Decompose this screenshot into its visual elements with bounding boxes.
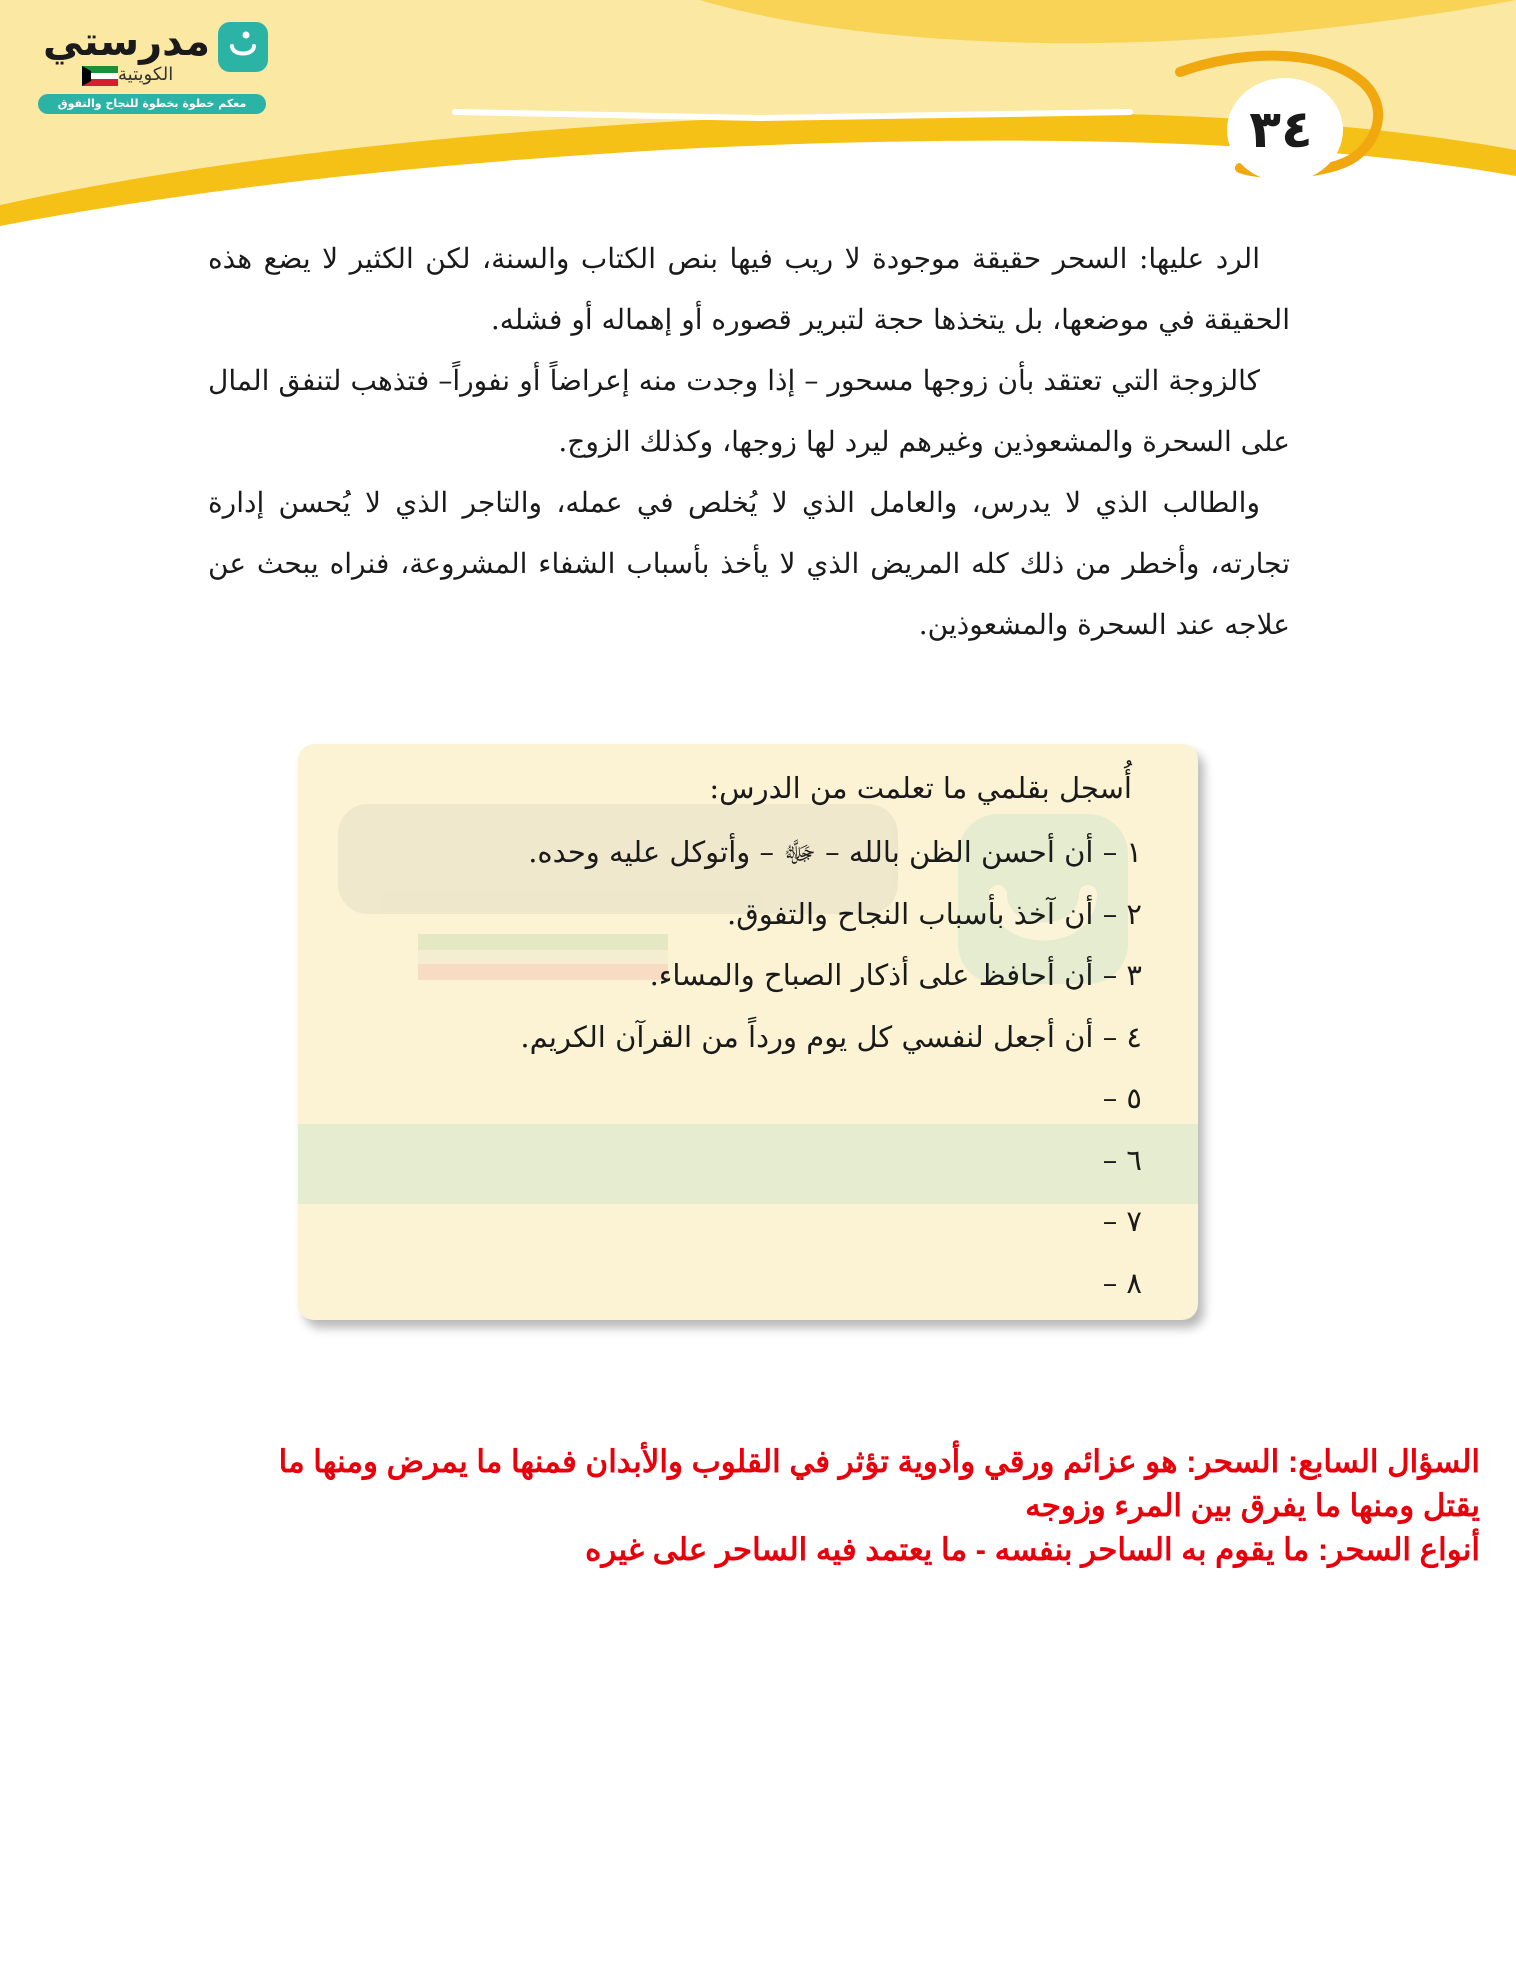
list-item: ٤ – أن أجعل لنفسي كل يوم ورداً من القرآن الكريم.: [520, 1019, 1142, 1054]
list-item: ٥ –: [1102, 1081, 1142, 1115]
paragraph: الرد عليها: السحر حقيقة موجودة لا ريب فيها بنص الكتاب والسنة، لكن الكثير لا يضع هذه الحقيقة في موضعها، بل يتخذها حجة لتبرير قصوره أو إهماله أو فشله.: [208, 242, 1290, 336]
record-box-title: أُسجل بقلمي ما تعلمت من الدرس:: [709, 771, 1132, 805]
answer-line: أنواع السحر: ما يقوم به الساحر بنفسه - ما يعتمد فيه الساحر على غيره: [585, 1532, 1480, 1567]
answer-line: يقتل ومنها ما يفرق بين المرء وزوجه: [1025, 1488, 1480, 1523]
list-item: ٣ – أن أحافظ على أذكار الصباح والمساء.: [649, 958, 1142, 992]
list-item: ٧ –: [1102, 1204, 1142, 1238]
list-item: ١ – أن أحسن الظن بالله – ﷻ – وأتوكل عليه وحده.: [528, 835, 1142, 869]
list-item: ٦ –: [1102, 1142, 1142, 1177]
kuwait-flag-icon: [82, 66, 118, 86]
answer-text: [60, 1440, 1480, 1572]
list-item: ٢ – أن آخذ بأسباب النجاح والتفوق.: [727, 896, 1142, 931]
answer-line: السؤال السابع: السحر: هو عزائم ورقي وأدوية تؤثر في القلوب والأبدان فمنها ما يمرض ومنها ما: [278, 1444, 1480, 1479]
madrasati-logo: [38, 18, 278, 118]
logo-tagline: معكم خطوة بخطوة للنجاح والتفوق: [38, 94, 266, 114]
record-box: [298, 744, 1198, 1320]
lesson-text: [208, 228, 1290, 655]
page-number: ٣٤: [1249, 100, 1313, 160]
paragraph: كالزوجة التي تعتقد بأن زوجها مسحور – إذا وجدت منه إعراضاً أو نفوراً– فتذهب لتنفق المال على السحرة والمشعوذين وغيرهم ليرد لها زوجها، وكذلك الزوج.: [208, 364, 1290, 458]
paragraph: والطالب الذي لا يدرس، والعامل الذي لا يُخلص في عمله، والتاجر الذي لا يُحسن إدارة تجارته، وأخطر من ذلك كله المريض الذي لا يأخذ بأسباب الشفاء المشروعة، فنراه يبحث عن علاجه عند السحرة والمشعوذين.: [208, 486, 1290, 641]
logo-subtitle: الكويتية: [118, 64, 174, 85]
list-item: ٨ –: [1102, 1265, 1142, 1300]
record-list: [520, 822, 1142, 1314]
logo-badge-icon: [216, 20, 270, 74]
logo-brand-text: مدرستي: [42, 19, 210, 65]
